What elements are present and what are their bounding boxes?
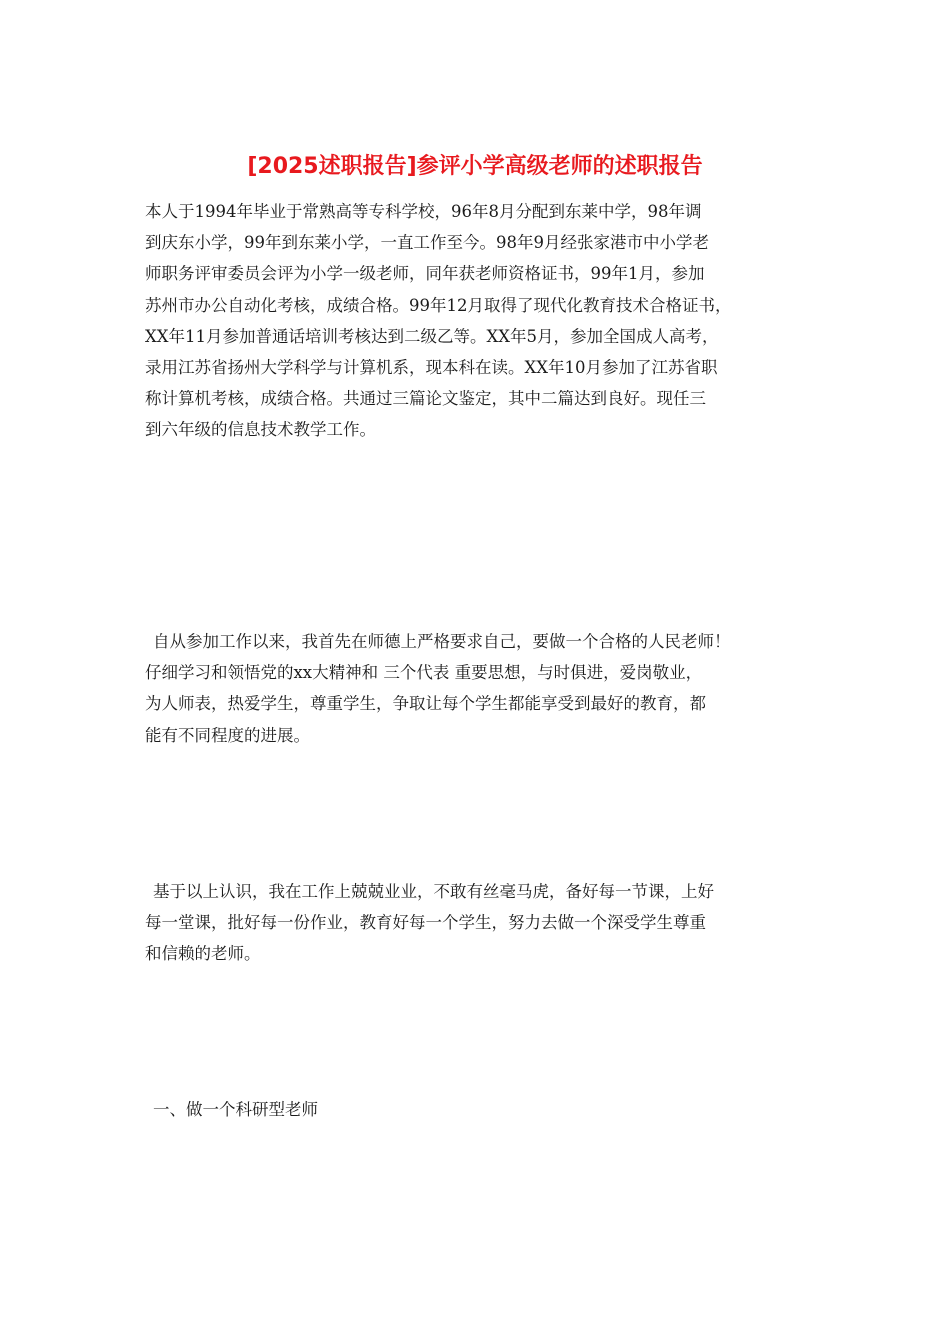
paragraph-ethics [145, 626, 813, 751]
paragraph-work-attitude [145, 876, 813, 970]
paragraph-resume [145, 196, 813, 446]
text-line: 本人于1994年毕业于常熟高等专科学校，96年8月分配到东莱中学，98年调 [145, 202, 702, 221]
text-line: 每一堂课，批好每一份作业，教育好每一个学生，努力去做一个深受学生尊重 [145, 913, 706, 933]
text-line: 和信赖的老师。 [145, 944, 261, 964]
text-line: 录用江苏省扬州大学科学与计算机系，现本科在读。XX年10月参加了江苏省职 [145, 358, 718, 378]
document-title: [2025述职报告]参评小学高级老师的述职报告 [247, 154, 703, 179]
text-line: XX年11月参加普通话培训考核达到二级乙等。XX年5月，参加全国成人高考， [145, 326, 719, 346]
text-line: 自从参加工作以来，我首先在师德上严格要求自己，要做一个合格的人民老师！ [153, 632, 731, 651]
section-heading [145, 1094, 813, 1125]
text-line: 到六年级的信息技术教学工作。 [145, 420, 376, 440]
text-line: 到庆东小学，99年到东莱小学，一直工作至今。98年9月经张家港市中小学老 [145, 233, 709, 253]
text-line: 苏州市办公自动化考核，成绩合格。99年12月取得了现代化教育技术合格证书， [145, 295, 732, 315]
text-line: 称计算机考核，成绩合格。共通过三篇论文鉴定，其中二篇达到良好。现任三 [145, 389, 706, 409]
text-line: 为人师表，热爱学生，尊重学生，争取让每个学生都能享受到最好的教育，都 [145, 694, 706, 714]
text-line: 基于以上认识，我在工作上兢兢业业，不敢有丝毫马虎，备好每一节课，上好 [153, 882, 714, 901]
text-line: 一、做一个科研型老师 [153, 1100, 318, 1119]
text-line: 能有不同程度的进展。 [145, 725, 310, 745]
text-line: 仔细学习和领悟党的xx大精神和 三个代表 重要思想，与时俱进，爱岗敬业， [145, 663, 703, 683]
text-line: 师职务评审委员会评为小学一级老师，同年获老师资格证书，99年1月，参加 [145, 264, 705, 284]
